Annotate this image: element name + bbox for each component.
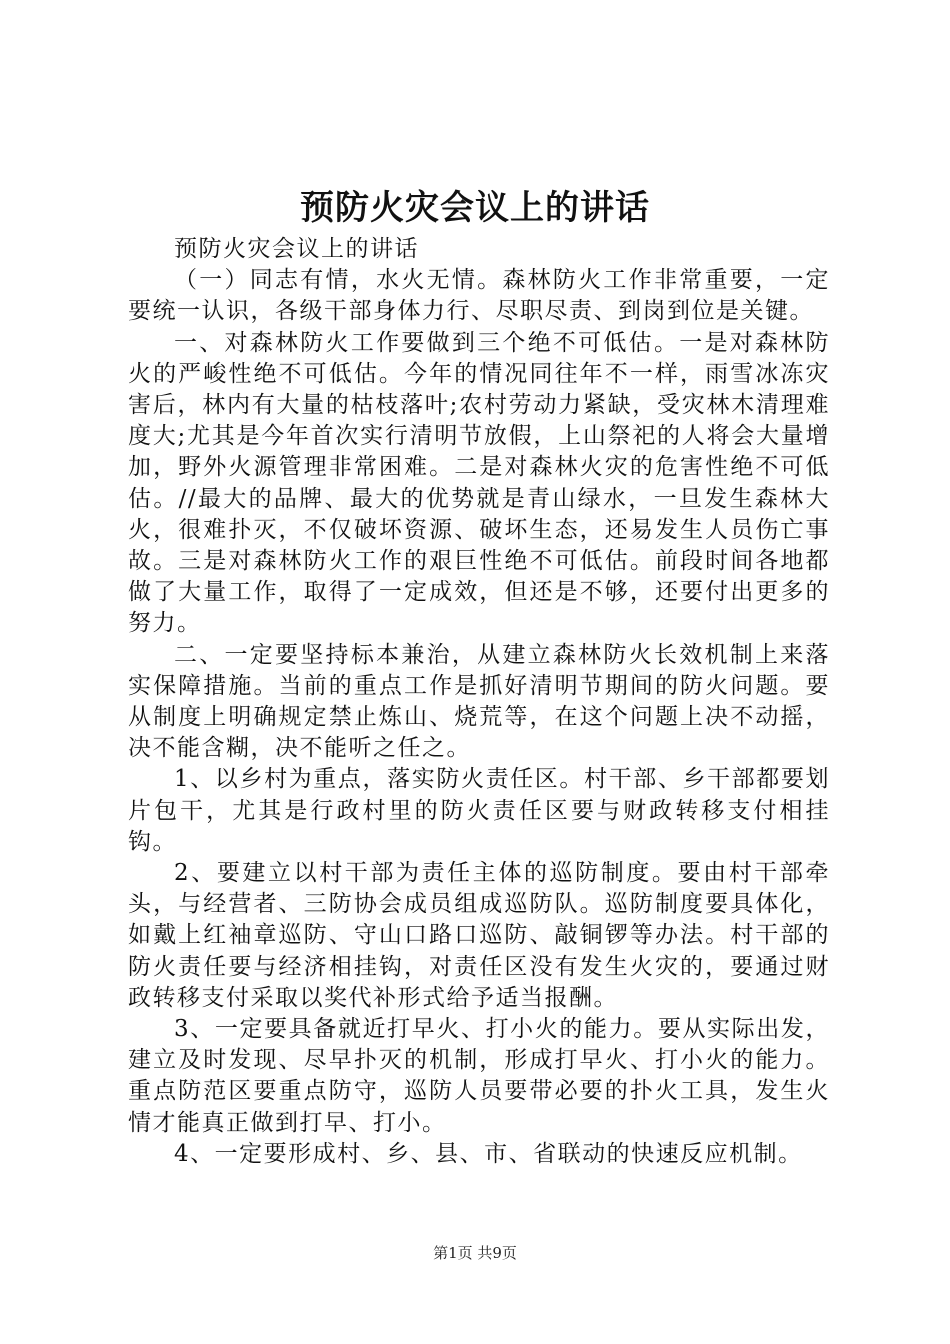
paragraph-item-4: 4、一定要形成村、乡、县、市、省联动的快速反应机制。 bbox=[174, 1140, 803, 1167]
page-number-footer: 第1页 共9页 bbox=[433, 1244, 517, 1262]
document-title: 预防火灾会议上的讲话 bbox=[300, 188, 650, 228]
document-body bbox=[128, 234, 830, 1170]
paragraph-intro: （一）同志有情，水火无情。森林防火工作非常重要，一定要统一认识，各级干部身体力行、尽职尽责、到岗到位是关键。 bbox=[128, 267, 830, 325]
paragraph-item-2: 2、要建立以村干部为责任主体的巡防制度。要由村干部牵头，与经营者、三防协会成员组成巡防队。巡防制度要具体化，如戴上红袖章巡防、守山口路口巡防、敲铜锣等办法。村干部的防火责任要与经济相挂钩，对责任区没有发生火灾的，要通过财政转移支付采取以奖代补形式给予适当报酬。 bbox=[128, 860, 830, 1011]
paragraph-section-one: 一、对森林防火工作要做到三个绝不可低估。一是对森林防火的严峻性绝不可低估。今年的情况同往年不一样，雨雪冰冻灾害后，林内有大量的枯枝落叶;农村劳动力紧缺，受灾林木清理难度大;尤其是今年首次实行清明节放假，上山祭祀的人将会大量增加，野外火源管理非常困难。二是对森林火灾的危害性绝不可低估。//最大的品牌、最大的优势就是青山绿水，一旦发生森林大火，很难扑灭，不仅破坏资源、破坏生态，还易发生人员伤亡事故。三是对森林防火工作的艰巨性绝不可低估。前段时间各地都做了大量工作，取得了一定成效，但还是不够，还要付出更多的努力。 bbox=[128, 329, 830, 637]
paragraph-section-two: 二、一定要坚持标本兼治，从建立森林防火长效机制上来落实保障措施。当前的重点工作是抓好清明节期间的防火问题。要从制度上明确规定禁止炼山、烧荒等，在这个问题上决不动摇，决不能含糊，决不能听之任之。 bbox=[128, 641, 830, 762]
paragraph-item-3: 3、一定要具备就近打早火、打小火的能力。要从实际出发，建立及时发现、尽早扑灭的机制，形成打早火、打小火的能力。重点防范区要重点防守，巡防人员要带必要的扑火工具，发生火情才能真正做到打早、打小。 bbox=[128, 1016, 830, 1136]
paragraph-item-1: 1、以乡村为重点，落实防火责任区。村干部、乡干部都要划片包干，尤其是行政村里的防火责任区要与财政转移支付相挂钩。 bbox=[128, 766, 830, 855]
paragraph-subtitle: 预防火灾会议上的讲话 bbox=[174, 236, 419, 262]
